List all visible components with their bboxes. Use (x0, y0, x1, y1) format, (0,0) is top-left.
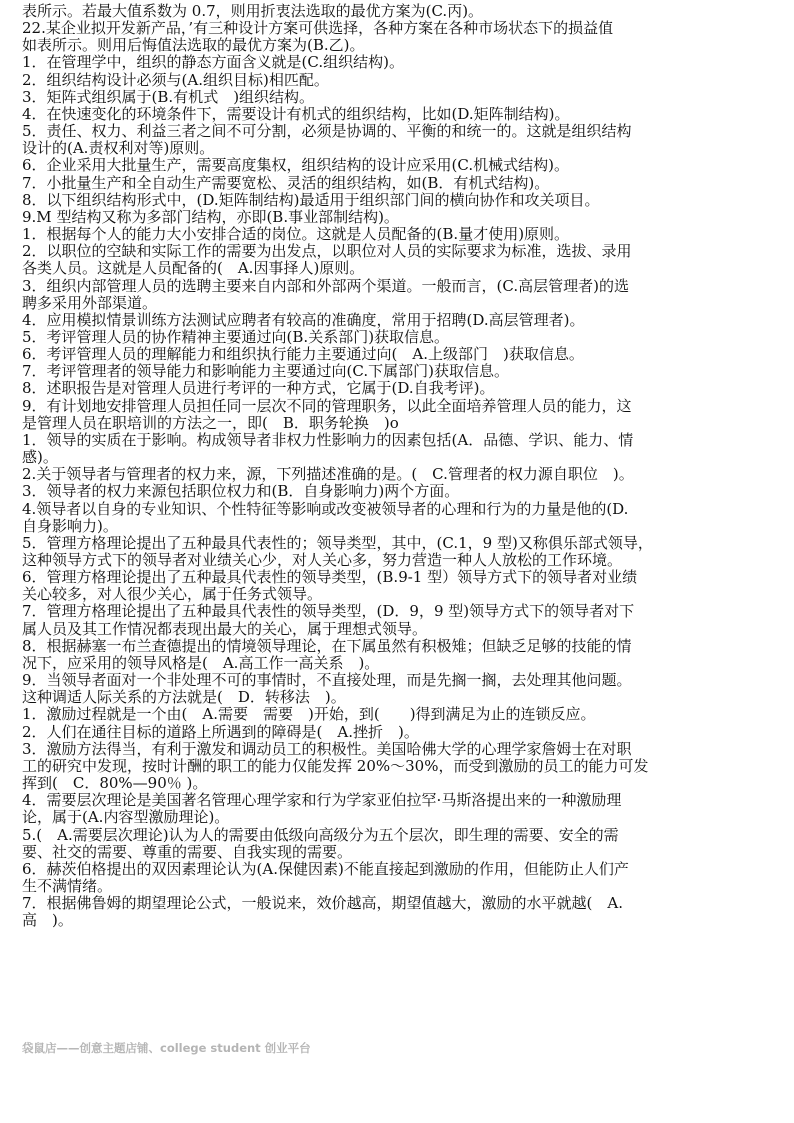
text-line: 5.( A.需要层次理论)认为人的需要由低级向高级分为五个层次，即生理的需要、安全的需 (22, 825, 619, 844)
text-line: 设计的(A.责权利对等)原则。 (22, 139, 215, 158)
text-line: 5．考评管理人员的协作精神主要通过向(B.关系部门)获取信息。 (22, 327, 450, 346)
text-line: 4．在快速变化的环境条件下，需要设计有机式的组织结构，比如(D.矩阵制结构)。 (22, 104, 570, 123)
text-line: 况下，应采用的领导风格是( A.高工作一高关系 )。 (22, 653, 380, 672)
text-line: 7．管理方格理论提出了五种最具代表性的领导类型，(D．9，9 型)领导方式下的领导者对下 (22, 602, 635, 621)
footer-watermark: 袋鼠店——创意主题店铺、college student 创业平台 (22, 1041, 311, 1055)
text-line: 8．以下组织结构形式中，(D.矩阵制结构)最适用于组织部门间的横向协作和攻关项目。 (22, 190, 600, 209)
text-line: 1．领导的实质在于影响。构成领导者非权力性影响力的因素包括(A．品德、学识、能力、情 (22, 430, 634, 449)
text-line: 6．赫茨伯格提出的双因素理论认为(A.保健因素)不能直接起到激励的作用，但能防止人们产 (22, 859, 629, 878)
text-line: 如表所示。则用后悔值法选取的最优方案为(B.乙)。 (22, 36, 365, 55)
text-line: 这种调适人际关系的方法就是( D．转移法 )。 (22, 688, 346, 707)
text-line: 9．当领导者面对一个非处理不可的事情时，不直接处理，而是先搁一搁，去处理其他问题。 (22, 671, 632, 690)
text-line: 2．人们在通往目标的道路上所遇到的障碍是( A.挫折 )。 (22, 722, 419, 741)
text-line: 6．考评管理人员的理解能力和组织执行能力主要通过向( A.上级部门 )获取信息。 (22, 345, 584, 364)
text-line: 高 )。 (22, 911, 73, 930)
text-line: 2.关于领导者与管理者的权力来，源，下列描述准确的是。( C.管理者的权力源自职位 )。 (22, 465, 634, 484)
text-line: 2．组织结构设计必须与(A.组织目标)相匹配。 (22, 70, 329, 89)
text-line: 3．组织内部管理人员的选聘主要来自内部和外部两个渠道。一般而言，(C.高层管理者)的选 (22, 276, 629, 295)
text-line: 3．激励方法得当，有利于激发和调动员工的积极性。美国哈佛大学的心理学家詹姆士在对职 (22, 739, 632, 758)
text-line: 属人员及其工作情况都表现出最大的关心，属于理想式领导。 (22, 619, 428, 638)
text-line: 4．应用模拟情景训练方法测试应聘者有较高的准确度，常用于招聘(D.高层管理者)。 (22, 310, 585, 329)
text-line: 表所示。若最大值系数为 0.7，则用折衷法选取的最优方案为(C.丙)。 (22, 2, 484, 20)
text-line: 2．以职位的空缺和实际工作的需要为出发点，以职位对人员的实际要求为标准，选拔、录用 (22, 242, 632, 261)
text-line: 8．述职报告是对管理人员进行考评的一种方式，它属于(D.自我考评)。 (22, 379, 495, 398)
text-line: 关心较多，对人很少关心，属于任务式领导。 (22, 585, 323, 604)
text-line: 这种领导方式下的领导者对业绩关心少，对人关心多，努力营造一种人人放松的工作环境。 (22, 551, 623, 569)
text-line: 聘多采用外部渠道。 (22, 293, 158, 312)
text-line: 3．矩阵式组织属于(B.有机式 )组织结构。 (22, 87, 315, 106)
text-line: 22.某企业拟开发新产品，’有三种设计方案可供选择，各种方案在各种市场状态下的损益值 (22, 19, 614, 38)
text-line: 9.M 型结构又称为多部门结构，亦即(B.事业部制结构)。 (22, 207, 399, 226)
text-line: 感)。 (22, 448, 58, 467)
text-line: 7．小批量生产和全自动生产需要宽松、灵活的组织结构，如(B．有机式结构)。 (22, 173, 550, 192)
text-line: 3．领导者的权力来源包括职位权力和(B．自身影响力)两个方面。 (22, 482, 460, 501)
text-line: 6．管理方格理论提出了五种最具代表性的领导类型，(B.9-1 型）领导方式下的领导者对业绩 (22, 568, 638, 587)
text-line: 4.领导者以自身的专业知识、个性特征等影响或改变被领导者的心理和行为的力量是他的(D. (22, 499, 629, 518)
text-line: 工的研究中发现，按时计酬的职工的能力仅能发挥 20%～30%，而受到激励的员工的能力可发 (22, 756, 649, 775)
text-line: 4．需要层次理论是美国著名管理心理学家和行为学家亚伯拉罕·马斯洛提出来的一种激励理 (22, 791, 622, 810)
text-line: 1．激励过程就是一个由( A.需要 需要 )开始，到( )得到满足为止的连锁反应。 (22, 705, 596, 724)
text-line: 8．根据赫塞一布兰查德提出的情境领导理论，在下属虽然有积极雉；但缺乏足够的技能的情 (22, 636, 632, 655)
text-line: 5．管理方格理论提出了五种最具代表性的；领导类型，其中，(C.1，9 型)又称俱乐部式领导， (22, 533, 653, 552)
text-line: 5．责任、权力、利益三者之间不可分割，必须是协调的、平衡的和统一的。这就是组织结构 (22, 122, 632, 141)
text-line: 7．考评管理者的领导能力和影响能力主要通过向(C.下属部门)获取信息。 (22, 362, 509, 381)
text-line: 1．根据每个人的能力大小安排合适的岗位。这就是人员配备的(B.量才使用)原则。 (22, 225, 570, 244)
text-line: 自身影响力)。 (22, 516, 118, 535)
text-line: 生不满情绪。 (22, 876, 113, 895)
document-body (22, 3, 776, 929)
text-line: 1．在管理学中，组织的静态方面含义就是(C.组织结构)。 (22, 53, 404, 72)
text-line: 7．根据佛鲁姆的期望理论公式，一般说来，效价越高，期望值越大，激励的水平就越( A. (22, 894, 624, 913)
text-line: 6．企业采用大批量生产，需要高度集权，组织结构的设计应采用(C.机械式结构)。 (22, 156, 569, 175)
text-line: 要、社交的需要、尊重的需要、自我实现的需要。 (22, 842, 353, 861)
text-line: 9．有计划地安排管理人员担任同一层次不同的管理职务，以此全面培养管理人员的能力，这 (22, 396, 632, 415)
text-line: 论，属于(A.内容型激励理论)。 (22, 808, 230, 827)
text-line: 是管理人员在职培训的方法之一，即( B．职务轮换 )o (22, 413, 399, 432)
text-line: 各类人员。这就是人员配备的( A.因事择人)原则。 (22, 259, 365, 278)
text-line: 挥到( C．80%—90％ )。 (22, 774, 208, 793)
